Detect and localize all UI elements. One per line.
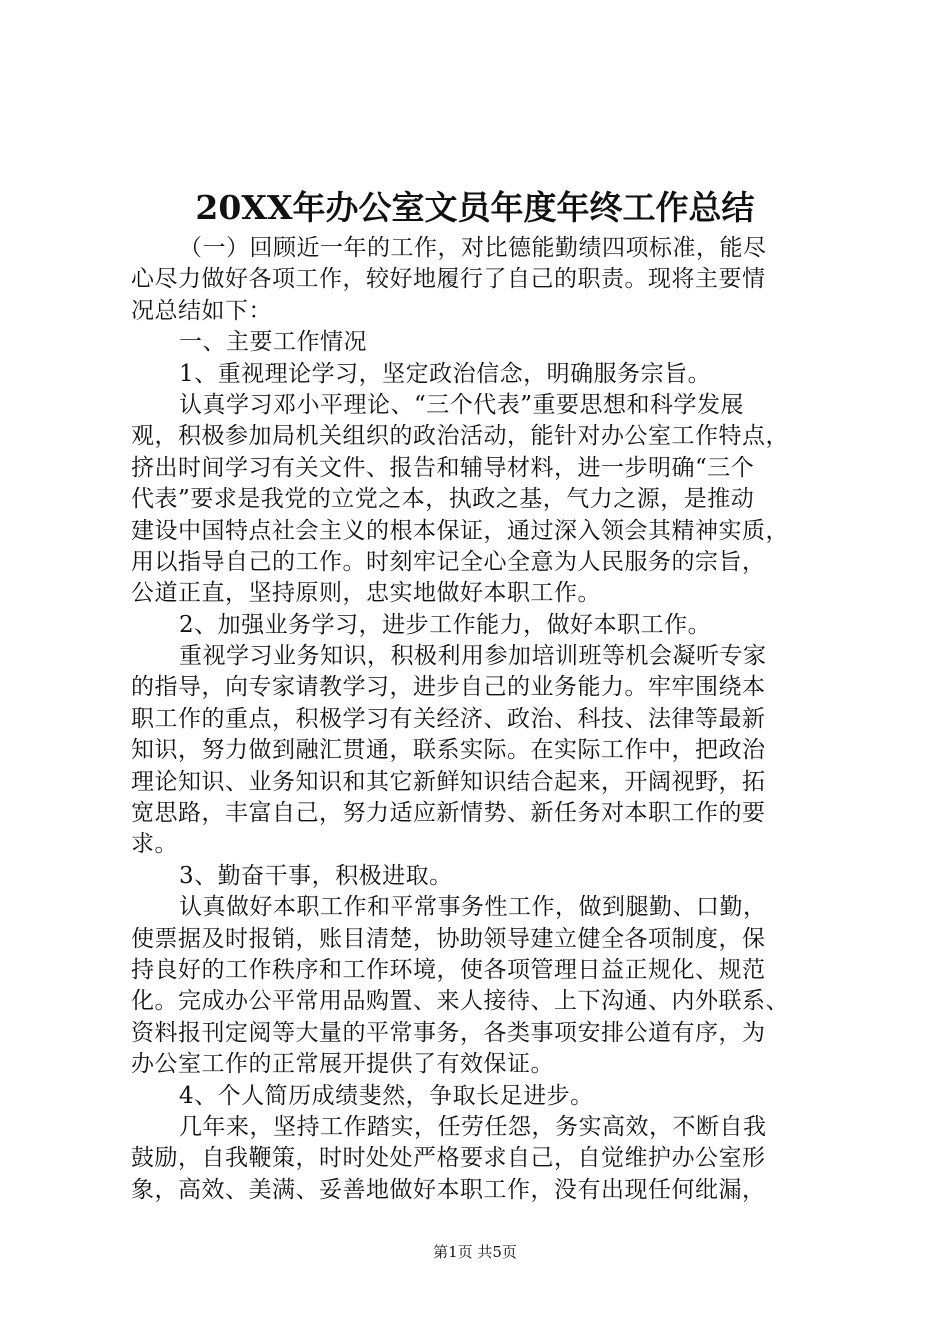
text-line: 使票据及时报销，账目清楚，协助领导建立健全各项制度，保 [131, 925, 766, 952]
text-line: 重视学习业务知识，积极利用参加培训班等机会凝听专家 [179, 643, 767, 670]
text-line: 3、勤奋干事，积极进取。 [179, 862, 453, 889]
text-line: 的指导，向专家请教学习，进步自己的业务能力。牢牢围绕本 [131, 674, 766, 701]
text-line: 挤出时间学习有关文件、报告和辅导材料，进一步明确“三个 [131, 454, 755, 481]
text-line: 几年来，坚持工作踏实，任劳任怨，务实高效，不断自我 [179, 1113, 767, 1140]
text-line: 观，积极参加局机关组织的政治活动，能针对办公室工作特点， [131, 423, 789, 450]
text-line: 况总结如下： [131, 297, 272, 324]
text-line: 心尽力做好各项工作，较好地履行了自己的职责。现将主要情 [131, 266, 766, 293]
text-line: 用以指导自己的工作。时刻牢记全心全意为人民服务的宗旨， [131, 548, 766, 575]
text-line: 代表”要求是我党的立党之本，执政之基，气力之源，是推动 [131, 486, 755, 513]
text-line: 知识，努力做到融汇贯通，联系实际。在实际工作中，把政治 [131, 737, 766, 764]
text-line: 持良好的工作秩序和工作环境，使各项管理日益正规化、规范 [131, 956, 766, 983]
text-line: （一）回顾近一年的工作，对比德能勤绩四项标准，能尽 [179, 235, 767, 261]
text-line: 求。 [131, 831, 178, 858]
text-line: 理论知识、业务知识和其它新鲜知识结合起来，开阔视野，拓 [131, 768, 766, 795]
text-line: 化。完成办公平常用品购置、来人接待、上下沟通、内外联系、 [131, 988, 789, 1015]
page-footer: 第1页 共5页 [433, 1243, 517, 1261]
text-line: 认真做好本职工作和平常事务性工作，做到腿勤、口勤， [179, 894, 767, 921]
text-line: 认真学习邓小平理论、“三个代表”重要思想和科学发展 [179, 391, 745, 418]
text-line: 一、主要工作情况 [179, 329, 367, 356]
text-line: 职工作的重点，积极学习有关经济、政治、科技、法律等最新 [131, 705, 766, 732]
text-line: 4、个人简历成绩斐然，争取长足进步。 [179, 1082, 594, 1109]
text-line: 资料报刊定阅等大量的平常事务，各类事项安排公道有序，为 [131, 1019, 766, 1046]
document-title: 20XX年办公室文员年度年终工作总结 [195, 188, 755, 227]
text-line: 1、重视理论学习，坚定政治信念，明确服务宗旨。 [179, 360, 712, 387]
text-line: 建设中国特点社会主义的根本保证，通过深入领会其精神实质， [131, 517, 789, 544]
text-line: 鼓励，自我鞭策，时时处处严格要求自己，自觉维护办公室形 [131, 1145, 766, 1172]
text-line: 宽思路，丰富自己，努力适应新情势、新任务对本职工作的要 [131, 800, 766, 827]
document-body [131, 233, 831, 1206]
text-line: 2、加强业务学习，进步工作能力，做好本职工作。 [179, 611, 712, 638]
text-line: 办公室工作的正常展开提供了有效保证。 [131, 1051, 554, 1078]
text-line: 公道正直，坚持原则，忠实地做好本职工作。 [131, 580, 601, 607]
text-line: 象，高效、美满、妥善地做好本职工作，没有出现任何纰漏， [131, 1176, 766, 1203]
